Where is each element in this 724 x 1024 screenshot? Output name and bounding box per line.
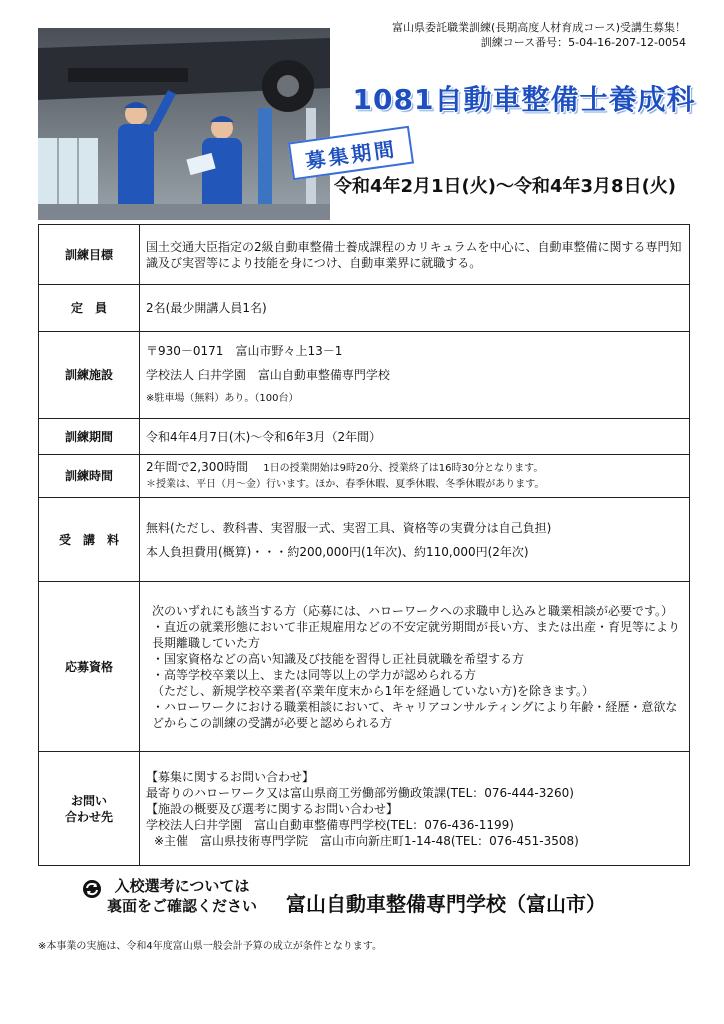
recruitment-header-note [346, 20, 686, 50]
facility-cell [140, 332, 690, 419]
row-tuition [39, 498, 690, 582]
course-info-table [38, 224, 690, 866]
row-capacity [39, 285, 690, 332]
eligibility-line: （ただし、新規学校卒業者(卒業年度末から1年を経過していない方)を除きます。） [152, 683, 595, 698]
capacity-label: 定 員 [39, 285, 140, 332]
facility-name: 学校法人 臼井学園 富山自動車整備専門学校 [146, 368, 390, 382]
recruitment-period-dates: 令和4年2月1日(火)～令和4年3月8日(火) [333, 176, 677, 197]
training-goal-label: 訓練目標 [39, 225, 140, 285]
entry-note-line2: 裏面をご確認ください [106, 897, 257, 915]
recruitment-period-label: 募集期間 [288, 126, 414, 181]
row-training-goal [39, 225, 690, 285]
contact-label [39, 752, 140, 866]
row-contact [39, 752, 690, 866]
training-hours-daily: 1日の授業開始は9時20分、授業終了は16時30分となります。 [263, 463, 544, 474]
training-hours-label: 訓練時間 [39, 455, 140, 498]
contact-line: 【募集に関するお問い合わせ】 [146, 769, 315, 784]
tuition-cell [140, 498, 690, 582]
row-training-period [39, 419, 690, 455]
facility-parking: ※駐車場（無料）あり。（100台） [146, 393, 299, 404]
row-training-hours [39, 455, 690, 498]
training-hours-total: 2年間で2,300時間 [146, 460, 248, 474]
contact-label-line2: 合わせ先 [64, 809, 113, 824]
tuition-line2: 本人負担費用(概算)・・・約200,000円(1年次)、約110,000円(2年次) [146, 544, 529, 559]
contact-line: 学校法人臼井学園 富山自動車整備専門学校(TEL：076-436-1199) [146, 817, 514, 832]
eligibility-line: ・ハローワークにおける職業相談において、キャリアコンサルティングにより年齢・経歴・意欲などからこの訓練の受講が必要と認められる方 [152, 699, 678, 730]
eligibility-line: ・直近の就業形態において非正規雇用などの不安定就労期間が長い方、または出産・育児等により長期離職していた方 [152, 619, 681, 650]
header-note-line1: 富山県委託職業訓練(長期高度人材育成コース)受講生募集！ [391, 21, 686, 34]
contact-line: 【施設の概要及び選考に関するお問い合わせ】 [146, 801, 399, 816]
eligibility-cell [140, 582, 690, 752]
row-facility [39, 332, 690, 419]
tuition-line1: 無料(ただし、教科書、実習服一式、実習工具、資格等の実費分は自己負担) [146, 520, 552, 535]
training-goal-text: 国土交通大臣指定の2級自動車整備士養成課程のカリキュラムを中心に、自動車整備に関する専門知識及び実習等により技能を身につけ、自動車業界に就職する。 [140, 225, 690, 285]
facility-address: 〒930－0171 富山市野々上13－1 [146, 344, 343, 358]
capacity-text: 2名(最少開講人員1名) [140, 285, 690, 332]
budget-footnote: ※本事業の実施は、令和4年度富山県一般会計予算の成立が条件となります。 [38, 941, 382, 952]
entry-selection-note [92, 876, 272, 916]
mechanics-photo [38, 28, 330, 220]
eligibility-line: 次のいずれにも該当する方（応募には、ハローワークへの求職申し込みと職業相談が必要です。） [152, 603, 674, 618]
entry-note-line1: 入校選考については [114, 877, 250, 895]
training-hours-cell [140, 455, 690, 498]
training-hours-note: ＊授業は、平日（月～金）行います。ほか、春季休暇、夏季休暇、冬季休暇があります。 [146, 479, 545, 490]
course-title: 1081自動車整備士養成科 [352, 83, 696, 116]
eligibility-label: 応募資格 [39, 582, 140, 752]
contact-label-line1: お問い [70, 793, 107, 808]
training-period-label: 訓練期間 [39, 419, 140, 455]
training-period-text: 令和4年4月7日(木)～令和6年3月（2年間） [140, 419, 690, 455]
eligibility-line: ・国家資格などの高い知識及び技能を習得し正社員就職を希望する方 [152, 651, 525, 666]
row-eligibility [39, 582, 690, 752]
tuition-label: 受 講 料 [39, 498, 140, 582]
course-number: 訓練コース番号：5-04-16-207-12-0054 [480, 36, 686, 49]
contact-line: 最寄りのハローワーク又は富山県商工労働部労働政策課(TEL：076-444-3260) [146, 785, 574, 800]
contact-line: ※主催 富山県技術専門学院 富山市向新庄町1-14-48(TEL：076-451-3508) [154, 833, 579, 848]
eligibility-line: ・高等学校卒業以上、または同等以上の学力が認められる方 [152, 667, 477, 682]
facility-label: 訓練施設 [39, 332, 140, 419]
contact-cell [140, 752, 690, 866]
school-name: 富山自動車整備専門学校（富山市） [286, 892, 606, 916]
